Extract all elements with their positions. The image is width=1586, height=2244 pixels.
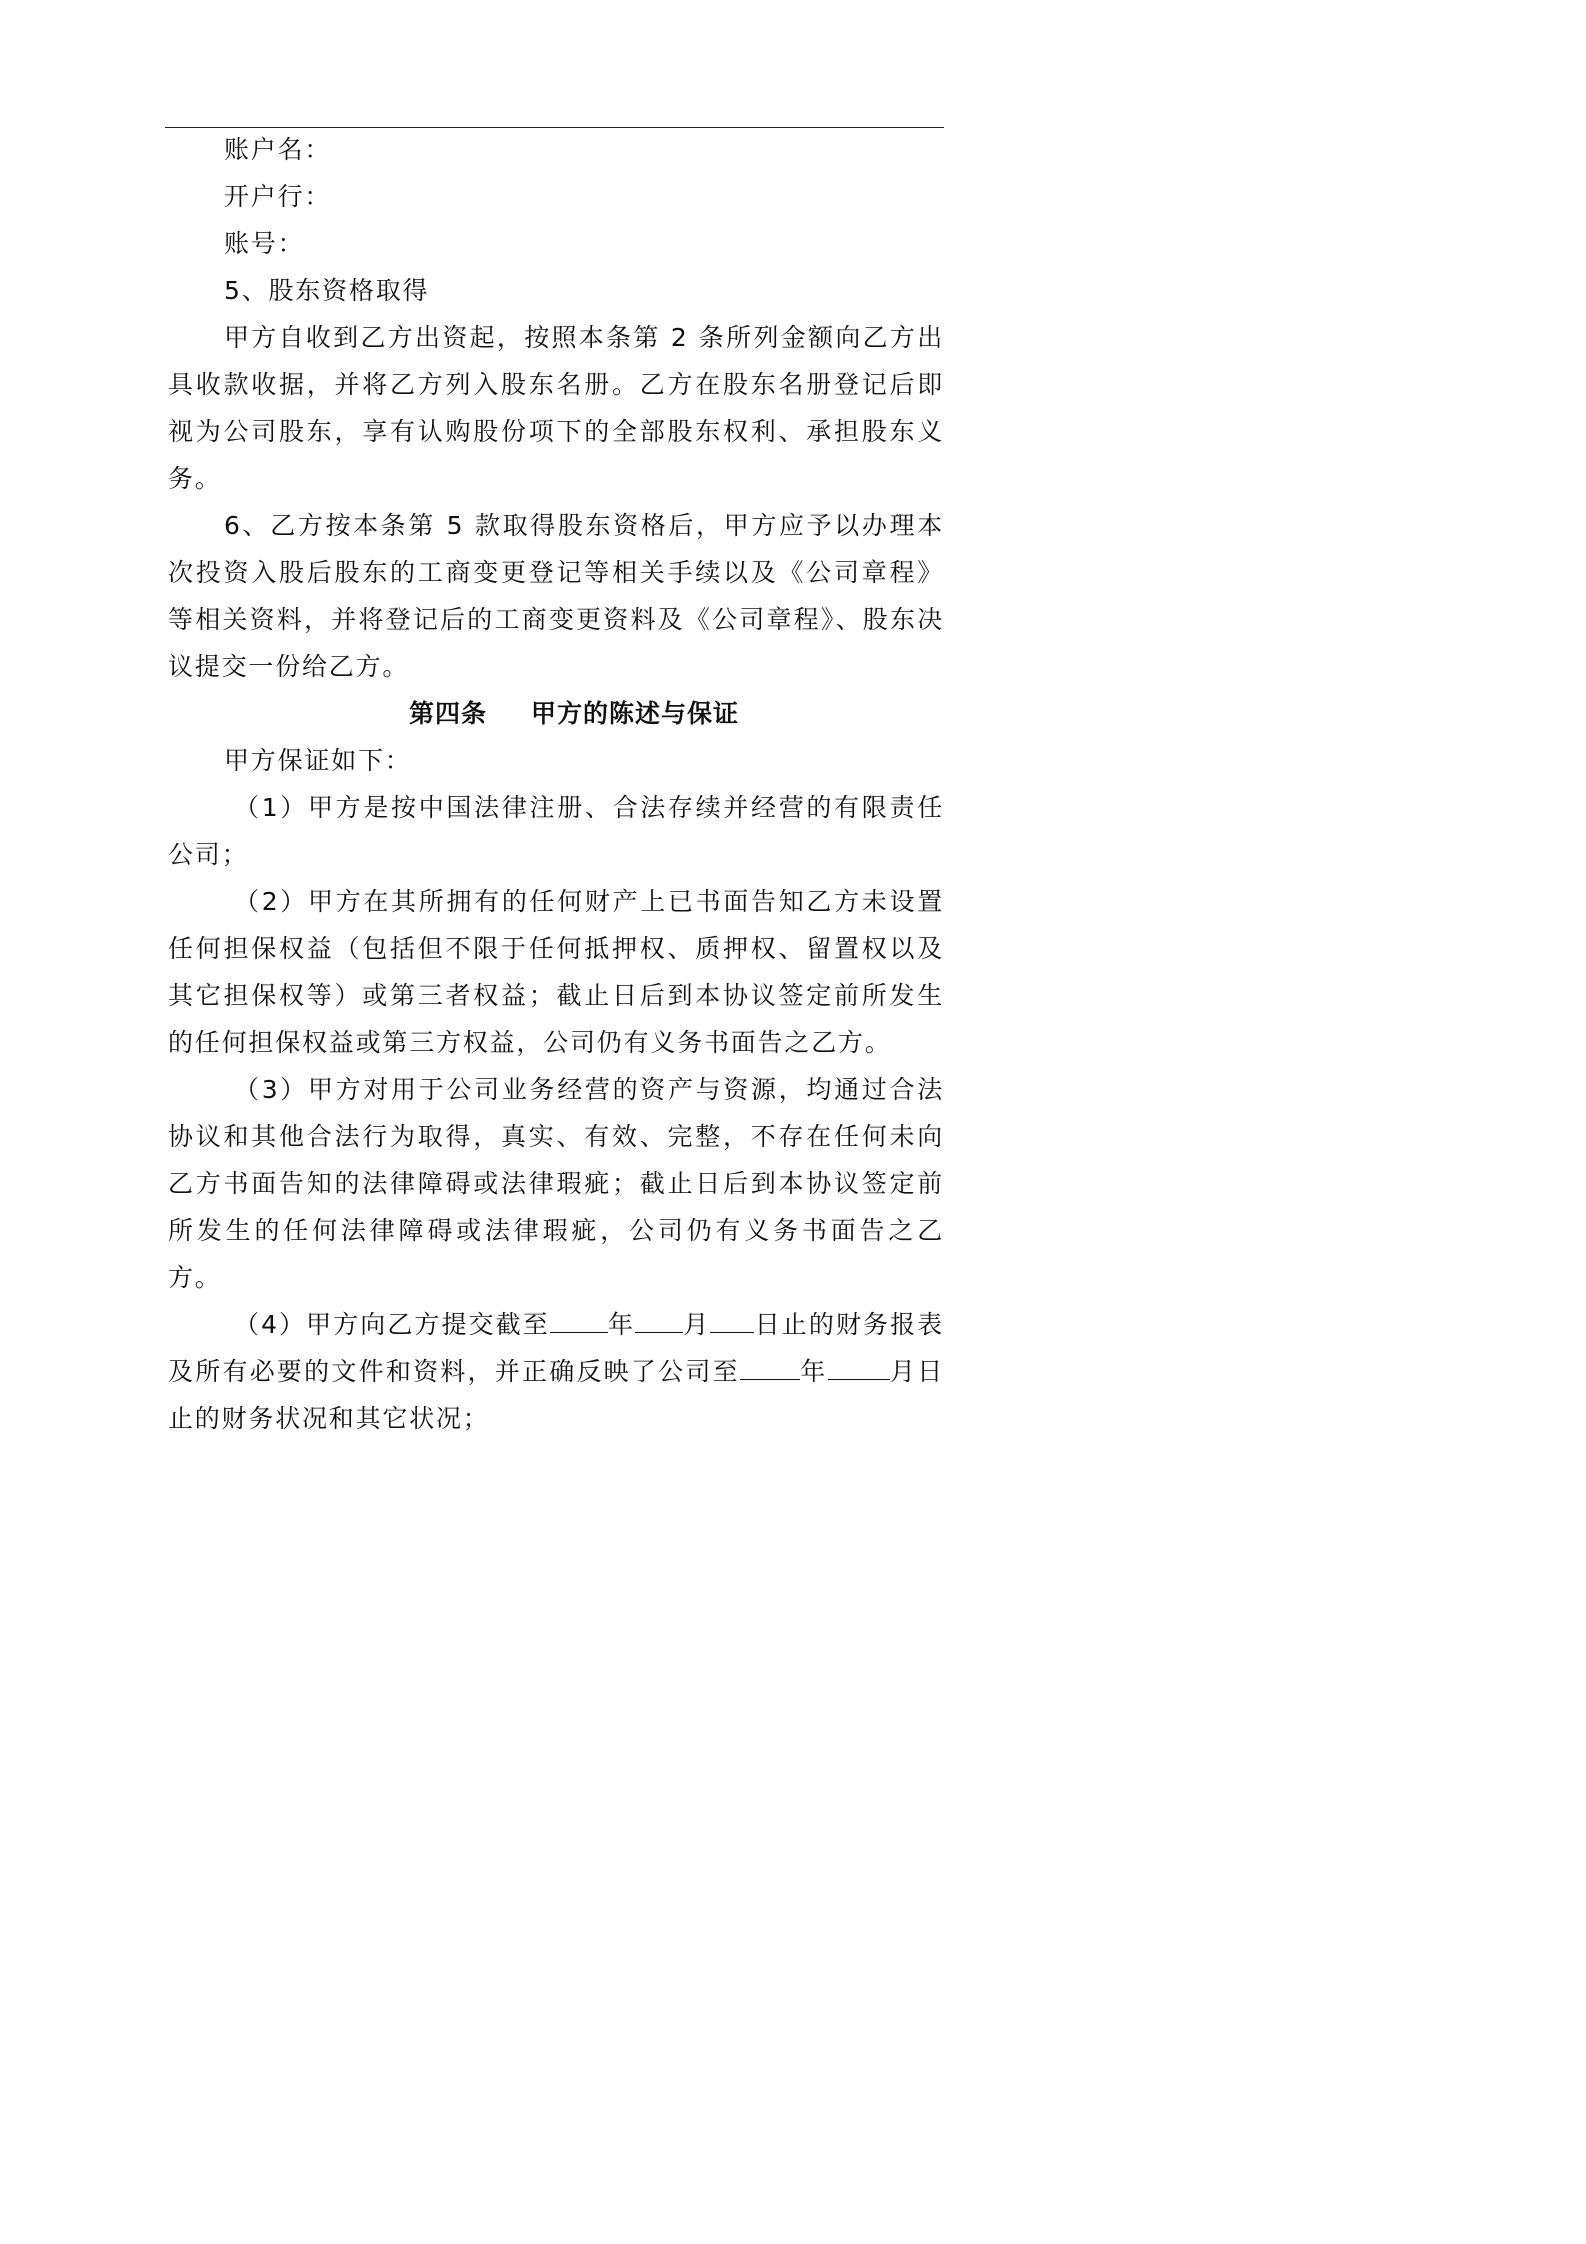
clause-3: （3）甲方对用于公司业务经营的资产与资源，均通过合法协议和其他合法行为取得，真实、有效、完整，不存在任何未向乙方书面告知的法律障碍或法律瑕疵；截止日后到本协议签定前所发生的任何法律障碍或法律瑕疵，公司仍有义务书面告之乙方。 bbox=[168, 1075, 944, 1292]
article4-title-number: 第四条 bbox=[408, 699, 487, 728]
clause-4-year-1: 年 bbox=[607, 1310, 636, 1339]
article4-title bbox=[168, 690, 944, 737]
day-blank-1 bbox=[710, 1310, 754, 1333]
clause-4-part3: 日止的财务状况和其它状况； bbox=[168, 1357, 944, 1433]
item5-body: 甲方自收到乙方出资起，按照本条第 2 条所列金额向乙方出具收款收据，并将乙方列入股东名册。乙方在股东名册登记后即视为公司股东，享有认购股份项下的全部股东权利、承担股东义务。 bbox=[168, 323, 944, 493]
clause-4-month-1: 月 bbox=[683, 1310, 711, 1339]
account-name-line: 账户名： bbox=[224, 135, 332, 164]
item6-paragraph: 6、乙方按本条第 5 款取得股东资格后，甲方应予以办理本次投资入股后股东的工商变更登记等相关手续以及《公司章程》等相关资料，并将登记后的工商变更资料及《公司章程》、股东决议提交一份给乙方。 bbox=[168, 511, 944, 681]
clause-4-part1: （4）甲方向乙方提交截至 bbox=[234, 1310, 550, 1339]
clause-2: （2）甲方在其所拥有的任何财产上已书面告知乙方未设置任何担保权益（包括但不限于任何抵押权、质押权、留置权以及其它担保权等）或第三者权益；截止日后到本协议签定前所发生的任何担保权益或第三方权益，公司仍有义务书面告之乙方。 bbox=[168, 887, 944, 1057]
account-number-line: 账号： bbox=[224, 229, 305, 258]
article4-title-text: 甲方的陈述与保证 bbox=[531, 699, 740, 728]
year-blank-2 bbox=[740, 1357, 800, 1380]
item5-heading: 5、股东资格取得 bbox=[224, 276, 430, 305]
document-body bbox=[168, 126, 944, 1442]
month-blank-1 bbox=[635, 1310, 683, 1333]
clause-4-year-2: 年 bbox=[799, 1357, 828, 1386]
clause-4-part2: 日止的财务报表及所有必要的文件和资料，并正确反映了公司至 bbox=[168, 1310, 944, 1386]
article4-intro: 甲方保证如下： bbox=[224, 746, 412, 775]
bank-name-line: 开户行： bbox=[224, 182, 332, 211]
document-page bbox=[0, 0, 1100, 1556]
clause-4 bbox=[168, 1301, 944, 1442]
month-blank-2 bbox=[828, 1357, 890, 1380]
clause-4-month-2: 月 bbox=[889, 1357, 918, 1386]
year-blank-1 bbox=[550, 1310, 608, 1333]
clause-1: （1）甲方是按中国法律注册、合法存续并经营的有限责任公司； bbox=[168, 793, 944, 869]
